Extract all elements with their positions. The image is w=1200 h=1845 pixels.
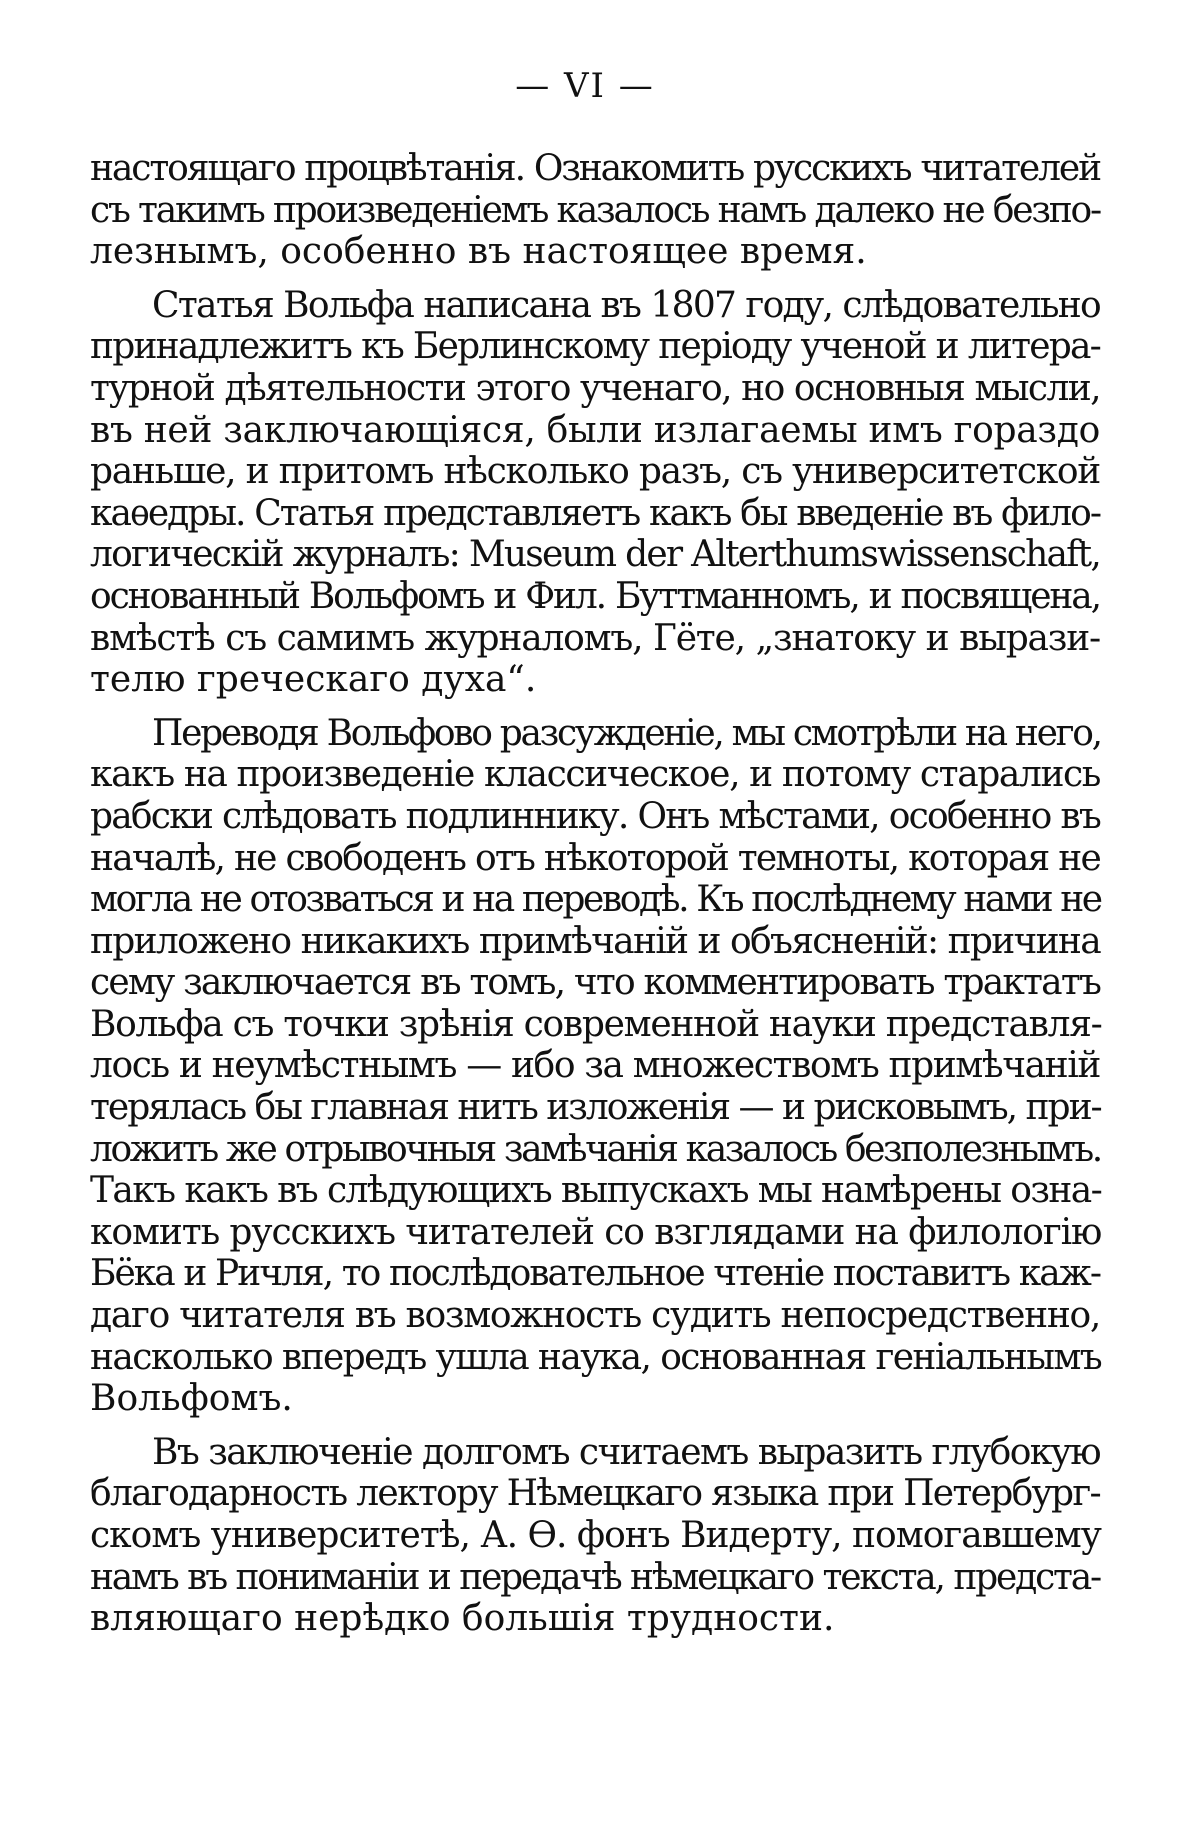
page-number: — VI — <box>515 66 655 106</box>
text-line: Переводя Вольфово разсужденіе, мы смотрѣли на него, <box>152 712 1101 754</box>
text-line: каѳедры. Статья представляетъ какъ бы введеніе въ фило- <box>90 492 1100 534</box>
text-line: ложить же отрывочныя замѣчанія казалось безполезнымъ. <box>90 1128 1101 1170</box>
body-text <box>90 148 1100 1640</box>
book-page <box>90 66 1100 1806</box>
text-line: терялась бы главная нить изложенія — и рисковымъ, при- <box>90 1087 1101 1129</box>
paragraph-3 <box>90 713 1100 1420</box>
text-line: приложено никакихъ примѣчаній и объясненій: причина <box>90 920 1100 962</box>
text-line: въ ней заключающіяся, были излагаемы имъ гораздо <box>90 409 1101 451</box>
text-line: насколько впередъ ушла наука, основанная геніальнымъ <box>90 1336 1102 1378</box>
text-line: даго читателя въ возможность судить непосредственно, <box>90 1295 1101 1337</box>
text-line: комить русскихъ читателей со взглядами на филологію <box>90 1211 1102 1253</box>
text-line: вмѣстѣ съ самимъ журналомъ, Гёте, „знатоку и вырази- <box>90 617 1100 659</box>
text-line: Вольфа съ точки зрѣнія современной науки представля- <box>90 1003 1102 1045</box>
text-line: принадлежитъ къ Берлинскому періоду ученой и литера- <box>90 326 1100 368</box>
text-line: логическій журналъ: Museum der Alterthumswissenschaft, <box>90 534 1100 576</box>
text-line: могла не отозваться и на переводѣ. Къ послѣднему нами не <box>90 879 1101 921</box>
text-line: раньше, и притомъ нѣсколько разъ, съ университетской <box>90 451 1100 493</box>
text-line: скомъ университетѣ, А. Ѳ. фонъ Видерту, помогавшему <box>90 1515 1101 1556</box>
text-line: настоящаго процвѣтанія. Ознакомить русскихъ читателей <box>90 148 1100 189</box>
text-line: намъ въ пониманіи и передачѣ нѣмецкаго текста, предста- <box>90 1556 1100 1598</box>
text-line: лось и неумѣстнымъ — ибо за множествомъ примѣчаній <box>90 1045 1100 1087</box>
text-line: какъ на произведеніе классическое, и потому старались <box>90 754 1100 796</box>
text-line: лезнымъ, особенно въ настоящее время. <box>90 231 867 273</box>
text-line: сему заключается въ томъ, что комментировать трактатъ <box>90 962 1101 1004</box>
text-line: основанный Вольфомъ и Фил. Буттманномъ, и посвящена, <box>90 575 1100 617</box>
text-line: благодарность лектору Нѣмецкаго языка при Петербург- <box>90 1473 1100 1515</box>
text-line: вляющаго нерѣдко большія трудности. <box>90 1598 835 1640</box>
text-line: началѣ, не свободенъ отъ нѣкоторой темноты, которая не <box>90 837 1100 879</box>
text-line: Бёка и Ричля, то послѣдовательное чтеніе поставитъ каж- <box>90 1253 1100 1295</box>
text-line: Такъ какъ въ слѣдующихъ выпускахъ мы намѣрены озна- <box>90 1170 1102 1212</box>
paragraph-2 <box>90 285 1100 701</box>
text-line: Статья Вольфа написана въ 1807 году, слѣдовательно <box>152 284 1100 326</box>
paragraph-4 <box>90 1432 1100 1640</box>
text-line: рабски слѣдовать подлиннику. Онъ мѣстами, особенно въ <box>90 795 1100 837</box>
text-line: турной дѣятельности этого ученаго, но основныя мысли, <box>90 367 1100 409</box>
text-line: Вольфомъ. <box>90 1378 293 1420</box>
paragraph-1 <box>90 148 1100 273</box>
text-line: Въ заключеніе долгомъ считаемъ выразить глубокую <box>152 1431 1100 1473</box>
text-line: телю греческаго духа“. <box>90 659 537 701</box>
text-line: съ такимъ произведеніемъ казалось намъ далеко не безпо- <box>90 189 1100 231</box>
